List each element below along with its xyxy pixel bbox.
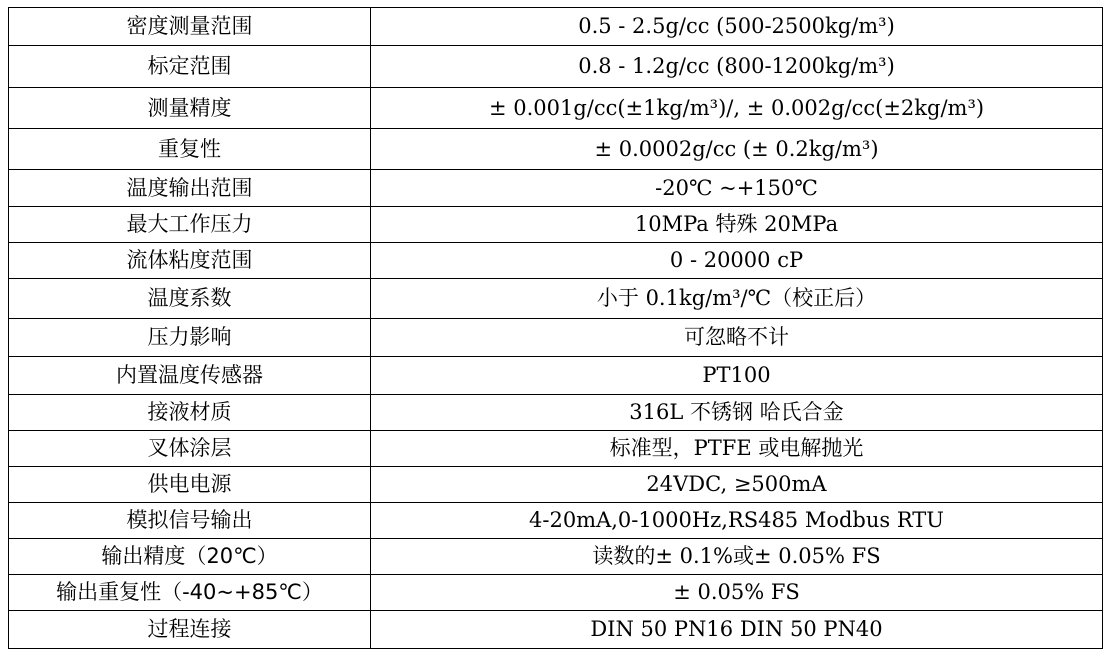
row-value: PT100: [371, 357, 1103, 395]
row-value: DIN 50 PN16 DIN 50 PN40: [371, 611, 1103, 649]
table-row: [9, 611, 1103, 649]
spec-table: [8, 7, 1103, 649]
row-label: 流体粘度范围: [9, 243, 371, 279]
row-label: 密度测量范围: [9, 8, 371, 46]
row-label: 测量精度: [9, 88, 371, 129]
row-label: 叉体涂层: [9, 431, 371, 467]
table-row: [9, 357, 1103, 395]
row-label: 最大工作压力: [9, 207, 371, 243]
row-label: 标定范围: [9, 46, 371, 88]
row-value: 小于 0.1kg/m³/℃（校正后）: [371, 279, 1103, 319]
table-row: [9, 170, 1103, 207]
table-row: [9, 129, 1103, 170]
row-value: 24VDC, ≥500mA: [371, 467, 1103, 503]
table-row: [9, 319, 1103, 357]
row-label: 输出重复性（-40~+85℃）: [9, 575, 371, 611]
row-label: 压力影响: [9, 319, 371, 357]
row-label: 温度输出范围: [9, 170, 371, 207]
row-value: 4-20mA,0-1000Hz,RS485 Modbus RTU: [371, 503, 1103, 539]
table-row: [9, 575, 1103, 611]
table-row: [9, 539, 1103, 575]
table-row: [9, 467, 1103, 503]
row-value: ± 0.001g/cc(±1kg/m³)/, ± 0.002g/cc(±2kg/m³): [371, 88, 1103, 129]
row-value: 0.8 - 1.2g/cc (800-1200kg/m³): [371, 46, 1103, 88]
row-value: ± 0.05% FS: [371, 575, 1103, 611]
table-row: [9, 243, 1103, 279]
table-row: [9, 503, 1103, 539]
table-row: [9, 431, 1103, 467]
row-value: 316L 不锈钢 哈氏合金: [371, 395, 1103, 431]
table-row: [9, 46, 1103, 88]
row-label: 模拟信号输出: [9, 503, 371, 539]
table-row: [9, 395, 1103, 431]
table-row: [9, 88, 1103, 129]
row-value: 可忽略不计: [371, 319, 1103, 357]
row-value: 读数的± 0.1%或± 0.05% FS: [371, 539, 1103, 575]
table-row: [9, 279, 1103, 319]
row-label: 过程连接: [9, 611, 371, 649]
row-label: 输出精度（20℃）: [9, 539, 371, 575]
row-label: 供电电源: [9, 467, 371, 503]
row-label: 温度系数: [9, 279, 371, 319]
row-label: 接液材质: [9, 395, 371, 431]
row-value: 0 - 20000 cP: [371, 243, 1103, 279]
row-value: ± 0.0002g/cc (± 0.2kg/m³): [371, 129, 1103, 170]
table-row: [9, 8, 1103, 46]
row-value: -20℃ ~+150℃: [371, 170, 1103, 207]
row-value: 0.5 - 2.5g/cc (500-2500kg/m³): [371, 8, 1103, 46]
row-label: 重复性: [9, 129, 371, 170]
row-value: 标准型，PTFE 或电解抛光: [371, 431, 1103, 467]
row-value: 10MPa 特殊 20MPa: [371, 207, 1103, 243]
row-label: 内置温度传感器: [9, 357, 371, 395]
table-row: [9, 207, 1103, 243]
